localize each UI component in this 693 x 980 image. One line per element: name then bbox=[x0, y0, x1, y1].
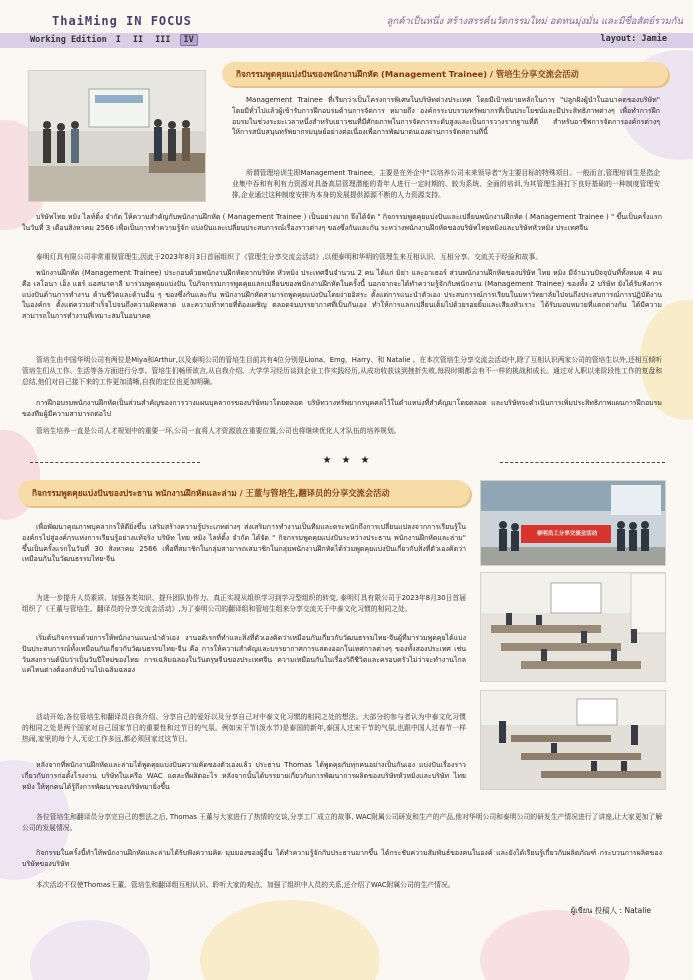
edition-tab-4[interactable]: IV bbox=[180, 34, 198, 46]
section-divider bbox=[0, 456, 693, 470]
layout-credit: layout: Jamie bbox=[600, 34, 667, 44]
section1-title: กิจกรรมพูดคุยแบ่งปันของพนักงานฝึกหัด (Management Trainee) / 管培生分享交流会活动 bbox=[236, 69, 579, 79]
exchange-group-photo bbox=[480, 480, 666, 566]
section2-title-banner bbox=[18, 480, 470, 506]
section2-activity-thai: เริ่มต้นกิจกรรมด้วยการให้พนักงานแนะนำตัวเอง งานอดิเรกที่ทำและสิ่งที่ตัวเองคิดว่าเหมือนกันเกี่ยวกับวัฒนธรรมไทย-จีนผู้ที่มาร่วมพูดคุยได้แบ่งปันประสบการณ์ทั้งเหมือนกันเกี่ยวกับวัฒนธรรมไทย-จีน คือ การให้ความสำคัญและบรรยากาศการแสดงออกในเทศกาลต่างๆ ของทั้งสองประเทศ เช่น วันสงกรานต์นับว่าเป็นวันปีใหม่ของไทย การเฉลิมฉลองในวันตรุษจีนของประเทศจีน ความเหมือนกันในเรื่องวิถีชีวิตและครอบครัวไม่ว่าจะทำงานไกลแค่ไหนต่างต้องกลับบ้านไปเฉลิมฉลอง bbox=[22, 634, 466, 675]
exchange-group-photo-art bbox=[481, 481, 666, 566]
section1-title-banner bbox=[222, 62, 668, 86]
bg-blob-pink-bottom bbox=[480, 910, 630, 980]
section1-participants-thai: พนักงานฝึกหัด (Management Trainee) ประกอบด้วยพนักงานฝึกหัดจากบริษัท หัวหมิง ประเทศจีนจำนวน 2 คน ได้แก่ มิย่า และอาเธอร์ ส่วนพนักงานฝึกหัดของบริษัท ไทย หมิง มีจำนวนปัจจุบันที่ทั้งหมด 4 คน คือ เลโอนา เอ็ง แฮร์ แอสนาตาลี มาร่วมพูดคุยแบ่งปัน ในกิจกรรมการพูดคุยแลกเปลี่ยนของพนักงานฝึกหัดในครั้งนี้ นอกจากจะได้ทำความรู้จักกับพนักงาน (Management Trainee) ของทั้ง 2 บริษัท ยังได้รับฟังการแบ่งปันด้านการทำงาน ด้านชีวิตและด้านอื่น ๆ ของซึ่งกันและกัน พนักงานฝึกหัดสามารถพูดคุยแบ่งปันโดยง่ายอิสระ ตั้งแต่การแนะนำตัวเอง ประสบการณ์การเรียนในมหาวิทยาลัยไปจนถึงประสบการณ์การปฏิบัติงานในองค์กร ตั้งแต่ความสำเร็จไปจนถึงความผิดพลาด และความท้าทายที่ต้องเผชิญ ตลอดจนบรรยากาศที่เป็นกันเอง ทำให้การแลกเปลี่ยนเต็มไปด้วยรอยยิ้มและเสียงหัวเราะ ได้รับมอบหมายที่แตกต่างกัน ได้มีความสามารถในการทำงานที่เหมาะสมในอนาคต bbox=[22, 269, 662, 321]
section1-event-chinese: 泰明灯具有限公司非常重视管理生,因此于2023年8月3日首届组织了《管理生分享交流会活动》,以便泰明和华明的管理生来互相认识、互相分享、交流关于经验和故事。 bbox=[36, 253, 543, 261]
section2-intro-thai: เพื่อพัฒนาคุณภาพบุคลากรให้ดียิ่งขึ้น เสริมสร้างความรู้ประเภทต่างๆ ส่งเสริมการทำงานเป็นทีมและตระหนักถึงการเปลี่ยนแปลงจากการเรียนรู้ในองค์กรไปสู่องค์กรแห่งการเรียนรู้อย่างแท้จริง บริษัท ไทย หมิง ไลท์ติ้ง จำกัด ได้จัด " กิจกรรมพูดคุยแบ่งปันระหว่างประธาน พนักงานฝึกหัดและล่าม" ขึ้นเป็นครั้งแรกในวันที่ 30 สิงหาคม 2566 เพื่อที่สมาชิกในกลุ่มสามารถเสมาชิกในกลุ่มพนักงานฝึกหัดได้ร่วมพูดคุยแบ่งปันเกี่ยวกับสิ่งที่ตัวเองคิดว่าเหมือนกันในวัฒนธรรมไทย-จีน bbox=[22, 523, 466, 564]
bg-blob-lavender-bottom-left bbox=[30, 920, 150, 980]
section2-closing-chinese: 本次活动不仅使Thomas王董、管培生和翻译组互相认识、聆听大家的观点、加强了组织中人员的关系,还介绍了WAC附属公司的生产情况。 bbox=[36, 881, 455, 889]
meeting-room-photo-1 bbox=[480, 572, 666, 682]
meeting-room-photo-1-art bbox=[481, 573, 666, 682]
magazine-brand: ThaiMing IN FOCUS bbox=[52, 14, 192, 28]
section1-intro-thai: Management Trainee ที่เรียกว่าเป็นโครงการพิเศษในบริษัทต่างประเทศ โดยมีเป้าหมายหลักในการ "ปลูกฝังผู้นำในอนาคตของบริษัท" โดยมีทั่วไปแล้วผู้เข้ารับการฝึกอบรมด้านการจัดการ หมายถึง องค์กรระบบรวมทรัพยากรที่เป็นประโยชน์และมีประสิทธิภาพต่างๆ เพื่อทำการฝึกอบรมในช่วงระยะเวลาหนึ่งสำหรับเยาวชนที่มีศักยภาพในการจัดการระดับสูงและเป็นการวางรากฐานที่ดี สำหรับอาชีพการจัดการองค์กรต่างๆ ให้การสนับสนุนทรัพยากรมนุษย์อย่างต่อเนื่องเพื่อการพัฒนาตนเองผ่านการจัดสถานที่นี้ bbox=[232, 96, 660, 137]
section1-intro-chinese: 所谓管理培训生即Management Trainee。主要是在外企中"以培养公司未来领导者"为主要目标的特殊项目。一般而言,管理培训生是指企业集中吞和有利有力资源对具备高层管理潜能的青年人进行一定时期的、较为系统、全面的培训,为其管理生涯打下良好基础的一种制度管理安排,企业通过这种制度安排为本身的发展提供源源不断的人力资源支持。 bbox=[232, 169, 660, 199]
edition-tab-3[interactable]: III bbox=[155, 35, 171, 45]
section2-chairman-chinese: 各位管培生和翻译员分享完自己的想法之后, Thomas 王董与大家进行了热情的交谈,分享工厂成立的故事, WAC附属公司研发和生产的产品,他对华明公司和泰明公司的研发生产情况进行了讲座,让大家更加了解公司的发展情况。 bbox=[22, 813, 662, 832]
edition-selector bbox=[30, 34, 198, 46]
meeting-room-photo-2 bbox=[480, 690, 666, 790]
edition-tab-1[interactable]: I bbox=[115, 35, 121, 45]
trainee-group-photo-art bbox=[29, 71, 206, 202]
section1-event-thai: บริษัทไทย หมิง ไลท์ติ้ง จำกัด ให้ความสำคัญกับพนักงานฝึกหัด ( Management Trainee ) เป็นอย่างมาก จึงได้จัด " กิจกรรมพูดคุยแบ่งปันและเปลี่ยนพนักงานฝึกหัด ( Management Trainee ) " ขึ้นเป็นครั้งแรก ในวันที่ 3 เดือนสิงหาคม 2566 เพื่อเป็นการทำความรู้จัก แบ่งปันและเปลี่ยนประสบการณ์เรื่องราวต่างๆ ของซึ่งกันและกัน ระหว่างพนักงานฝึกหัดของบริษัทไทยหมิงและบริษัทหัวหมิง ประเทศจีน bbox=[22, 213, 662, 232]
section2-chairman-thai: หลังจากที่พนักงานฝึกหัดและล่ามได้พูดคุยแบ่งปันความคิดของตัวเองแล้ว ประธาน Thomas ได้พูดคุยกับทุกคนอย่างเป็นกันเอง แบ่งปันเรื่องราวเกี่ยวกับการก่อตั้งโรงงาน บริษัทในเครือ WAC แตละที่ผลิตอะไร หลังจากนั้นได้บรรยายเกี่ยวกับการพัฒนาการผลิตของบริษัทหัวหมิงและบริษัท ไทย หมิง ให้ทุกคนได้รู้ถึงการพัฒนาของบริษัทมายิ่งขึ้น bbox=[22, 761, 466, 791]
section2-activity-chinese: 活动开始,各位管培生和翻译员自我介绍、分享自己的爱好以及分享自己对中泰文化习惯的相同之处的想法。大部分的参与者认为中泰文化习惯的相同之处是两个国家对自己国家节日的重要性和过节日的气氛。例如宋干节(泼水节)是泰国的新年,泰国人过宋干节的气氛,也跟中国人过春节一样热闹,家里的每个人,无论工作多远,都必须回家过这节日。 bbox=[22, 713, 466, 743]
edition-label: Working Edition bbox=[30, 35, 107, 45]
company-slogan: ลูกค้าเป็นหนึ่ง สร้างสรรค์นวัตกรรมใหม่ อดทนมุ่งมั่น และมีซื่อสัตย์รวมกัน bbox=[386, 16, 683, 27]
edition-band bbox=[0, 33, 693, 48]
section1-closing-chinese: 管培生培养一直是公司人才规划中的重要一环,公司一直将人才资源放在重要位置,公司也将继续优化人才队伍的培养规划。 bbox=[36, 427, 401, 435]
divider-line-right bbox=[500, 462, 665, 463]
section2-closing-thai: กิจกรรมในครั้งนี้ทำให้พนักงานฝึกหัดและล่ามได้รับฟังความคิด มุมมองของผู้อื่น ได้ทำความรู้จักกับประธานมากขึ้น ได้กระชับความสัมพันธ์ของคนในองค์ และยังได้เรียนรู้เกี่ยวกับผลิตภัณฑ์ กระบวนการผลิตของบริษัทของบริษัท bbox=[22, 849, 662, 868]
section2-intro-chinese: 为进一步提升人员素质、加强各类知识、提升团队协作力、真正实现从组织学习到学习型组织的转变, 泰明灯具有限公司于2023年8月30日首届组织了《王董与管培生、翻译员的分享交流会活动》,为了泰明公司的翻译组和管培生组来分享交流关于中泰文化习惯的相同之处。 bbox=[22, 594, 466, 613]
divider-stars: ★★★ bbox=[322, 455, 380, 466]
section2-title: กิจกรรมพูดคุยแบ่งปันของประธาน พนักงานฝึกหัดและล่าม / 王董与管培生,翻译员的分享交流会活动 bbox=[32, 488, 390, 498]
author-credit: ผู้เขียน 投稿人 : Natalie bbox=[570, 906, 651, 915]
exchange-banner-text: 泰明员工分享交流会活动 bbox=[536, 531, 598, 537]
divider-line-left bbox=[30, 462, 200, 463]
edition-tab-2[interactable]: II bbox=[132, 35, 144, 45]
trainee-group-photo bbox=[28, 70, 206, 202]
section1-closing-thai: การฝึกอบรมพนักงานฝึกหัดเป็นส่วนสำคัญของการวางแผนบุคลากรของบริษัทมาโดยตลอด บริษัทวางทรัพยากรบุคคลไว้ในตำแหน่งที่สำคัญมาโดยตลอด และบริษัทจะดำเนินการเพิ่มประสิทธิภาพแผนการฝึกอบรมของทีมผู้มีความสามารถต่อไป bbox=[22, 399, 662, 418]
section1-participants-chinese: 管培生由中国华明公司有两位是Miya和Arthur,以及泰明公司的管培生目前共有4位分别是Liona、Emg、Harry、和 Natalie 。在本次管培生分享交流会活动中,除了互相认识两家公司的管培生以外,还相互倾听管培生们从工作、生活等各方面进行分享。管培生们畅所欲言,从自我介绍、大学学习经历谈到企业工作实践经历,从成功收获谈到挫折失败,每段时期都会有不一样的挑战和成长。通过对人职以来阶段性工作的复盘和总结,他们对自己接下来的工作更加清晰,自我的定位也更加明确。 bbox=[22, 356, 662, 386]
meeting-room-photo-2-art bbox=[481, 691, 666, 790]
bg-blob-yellow-bottom bbox=[200, 900, 380, 980]
bg-blob-pink-left bbox=[0, 430, 40, 520]
masthead bbox=[0, 0, 693, 34]
